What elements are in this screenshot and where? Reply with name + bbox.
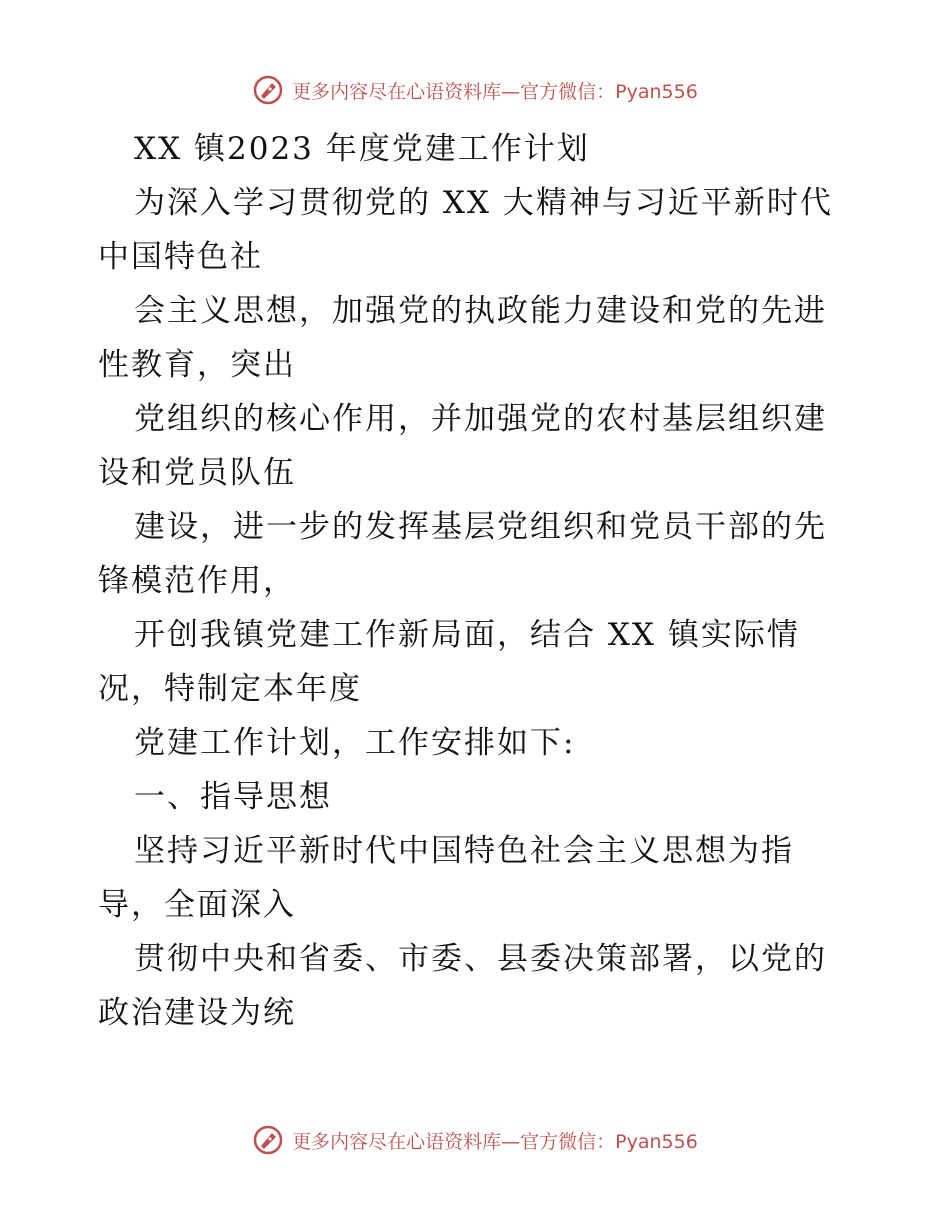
document-line: 会主义思想，加强党的执政能力建设和党的先进 [134, 293, 827, 329]
pen-nib-icon [252, 1124, 284, 1156]
document-body [98, 122, 858, 1040]
pen-nib-icon [252, 74, 284, 106]
document-line: 设和党员队伍 [98, 455, 296, 491]
document-line: 开创我镇党建工作新局面，结合 XX 镇实际情 [134, 617, 800, 653]
header-watermark-text: 更多内容尽在心语资料库—官方微信：Pyan556 [292, 80, 698, 103]
document-line: 性教育，突出 [98, 347, 296, 383]
document-line: 导，全面深入 [98, 887, 296, 923]
document-line: 锋模范作用， [98, 563, 296, 599]
footer-watermark-text: 更多内容尽在心语资料库—官方微信：Pyan556 [292, 1130, 698, 1153]
document-line: 坚持习近平新时代中国特色社会主义思想为指 [134, 833, 794, 869]
header-watermark-banner [0, 70, 950, 110]
document-line: 政治建设为统 [98, 995, 296, 1031]
document-line: 贯彻中央和省委、市委、县委决策部署，以党的 [134, 941, 827, 977]
document-line: 况，特制定本年度 [98, 671, 362, 707]
document-line: 建设，进一步的发挥基层党组织和党员干部的先 [134, 509, 827, 545]
document-line: 党建工作计划，工作安排如下: [134, 725, 576, 761]
footer-watermark-banner [0, 1120, 950, 1160]
document-title: XX 镇2023 年度党建工作计划 [134, 131, 590, 167]
document-line: 中国特色社 [98, 239, 263, 275]
document-line: 一、指导思想 [134, 779, 332, 815]
document-line: 为深入学习贯彻党的 XX 大精神与习近平新时代 [134, 185, 833, 221]
document-line: 党组织的核心作用，并加强党的农村基层组织建 [134, 401, 827, 437]
